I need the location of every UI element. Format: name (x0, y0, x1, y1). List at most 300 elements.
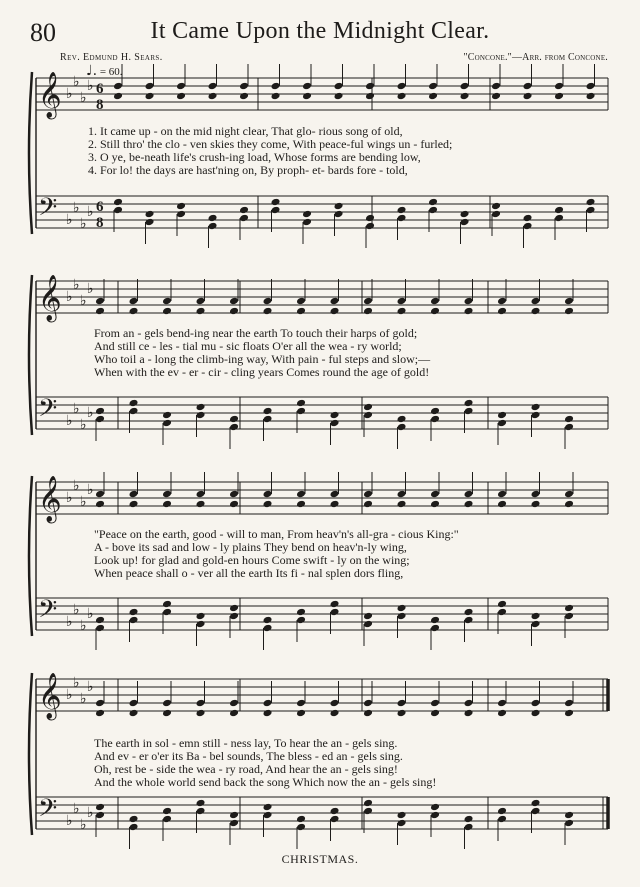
note-head (531, 709, 541, 718)
note-head (397, 604, 407, 613)
note-head (430, 616, 440, 625)
note-head (497, 419, 507, 428)
flat-sign-icon: ♭ (73, 401, 80, 417)
note-head (334, 82, 344, 91)
flat-sign-icon: ♭ (87, 482, 94, 498)
note-head (95, 407, 105, 416)
note-head (363, 612, 373, 621)
note-head (263, 616, 273, 625)
time-signature-bottom: 8 (96, 97, 104, 113)
note-head (464, 399, 474, 408)
lyric-line: 1. It came up - on the mid night clear, That glo- rious song of old, (88, 124, 403, 138)
note-head (397, 811, 407, 820)
note-head (330, 815, 340, 824)
note-head (330, 600, 340, 609)
note-head (95, 811, 105, 820)
note-head (523, 214, 533, 223)
treble-clef-icon: 𝄞 (38, 275, 62, 321)
note-head (531, 699, 541, 708)
note-head (229, 415, 239, 424)
note-head (497, 807, 507, 816)
system-brace (29, 275, 32, 435)
note-head (296, 699, 306, 708)
note-head (497, 411, 507, 420)
note-head (464, 815, 474, 824)
note-head (129, 490, 139, 499)
note-head (531, 620, 541, 629)
note-head (162, 500, 172, 509)
note-head (334, 92, 344, 101)
lyric-line: When peace shall o - ver all the earth Its fi - nal splen dors fling, (94, 566, 404, 580)
note-head (176, 82, 186, 91)
flat-sign-icon: ♭ (66, 86, 73, 102)
note-head (176, 92, 186, 101)
note-head (430, 415, 440, 424)
note-head (196, 699, 206, 708)
note-head (229, 709, 239, 718)
note-head (129, 823, 139, 832)
note-head (95, 307, 105, 316)
lyric-line: 2. Still thro' the clo - ven skies they come, With peace-ful wings un - furled; (88, 137, 453, 151)
note-head (363, 297, 373, 306)
flat-sign-icon: ♭ (73, 74, 80, 90)
flat-sign-icon: ♭ (66, 490, 73, 506)
flat-sign-icon: ♭ (66, 687, 73, 703)
lyric-line: When with the ev - er - cir - cling years Comes round the age of gold! (94, 365, 430, 379)
note-head (531, 500, 541, 509)
note-head (229, 297, 239, 306)
note-head (271, 82, 281, 91)
note-head (363, 403, 373, 412)
time-signature-bottom: 8 (96, 215, 104, 231)
note-head (176, 202, 186, 211)
note-head (464, 608, 474, 617)
note-head (363, 799, 373, 808)
bass-clef-icon: 𝄢 (38, 595, 58, 630)
time-signature-top: 6 (96, 199, 104, 215)
flat-sign-icon: ♭ (87, 606, 94, 622)
note-head (208, 92, 218, 101)
note-head (229, 819, 239, 828)
note-head (330, 608, 340, 617)
note-head (95, 500, 105, 509)
note-head (491, 210, 501, 219)
note-head (296, 709, 306, 718)
note-head (554, 214, 564, 223)
note-head (263, 811, 273, 820)
note-head (397, 82, 407, 91)
flat-sign-icon: ♭ (80, 293, 87, 309)
note-head (229, 500, 239, 509)
flat-sign-icon: ♭ (73, 200, 80, 216)
flat-sign-icon: ♭ (66, 813, 73, 829)
note-head (129, 297, 139, 306)
note-head (586, 198, 596, 207)
note-head (145, 92, 155, 101)
note-head (397, 297, 407, 306)
bass-clef-icon: 𝄢 (38, 193, 58, 228)
tempo-value: = 60. (99, 66, 123, 78)
note-head (129, 709, 139, 718)
note-head (497, 307, 507, 316)
note-head (196, 799, 206, 808)
note-head (296, 307, 306, 316)
note-head (531, 799, 541, 808)
flat-sign-icon: ♭ (87, 805, 94, 821)
note-head (95, 803, 105, 812)
note-head (430, 490, 440, 499)
lyric-line: "Peace on the earth, good - will to man, From heav'n's all-gra - cious King:" (94, 527, 459, 541)
lyric-line: Who toil a - long the climb-ing way, With pain - ful steps and slow;— (94, 352, 431, 366)
note-head (162, 307, 172, 316)
note-head (564, 297, 574, 306)
note-head (363, 709, 373, 718)
treble-clef-icon: 𝄞 (38, 72, 62, 118)
note-head (330, 699, 340, 708)
note-head (531, 807, 541, 816)
treble-clef-icon: 𝄞 (38, 476, 62, 522)
note-head (363, 307, 373, 316)
lyric-line: And still ce - les - tial mu - sic floats O'er all the wea - ry world; (94, 339, 402, 353)
note-head (491, 82, 501, 91)
note-head (497, 709, 507, 718)
note-head (229, 307, 239, 316)
note-head (464, 709, 474, 718)
note-head (302, 82, 312, 91)
note-head (129, 699, 139, 708)
note-head (162, 419, 172, 428)
note-head (162, 709, 172, 718)
note-head (239, 206, 249, 215)
dotted-quarter-note-icon: ♩. (86, 63, 98, 79)
note-head (430, 624, 440, 633)
flat-sign-icon: ♭ (66, 289, 73, 305)
note-head (428, 198, 438, 207)
note-head (296, 616, 306, 625)
note-head (229, 423, 239, 432)
note-head (330, 297, 340, 306)
note-head (363, 620, 373, 629)
note-head (296, 297, 306, 306)
note-head (460, 210, 470, 219)
note-head (271, 206, 281, 215)
note-head (430, 699, 440, 708)
flat-sign-icon: ♭ (80, 494, 87, 510)
note-head (430, 307, 440, 316)
flat-sign-icon: ♭ (80, 417, 87, 433)
flat-sign-icon: ♭ (87, 405, 94, 421)
note-head (397, 415, 407, 424)
note-head (330, 807, 340, 816)
note-head (229, 699, 239, 708)
note-head (196, 411, 206, 420)
note-head (497, 500, 507, 509)
note-head (564, 307, 574, 316)
note-head (196, 307, 206, 316)
note-head (430, 811, 440, 820)
note-head (229, 811, 239, 820)
note-head (95, 709, 105, 718)
note-head (129, 399, 139, 408)
flat-sign-icon: ♭ (80, 618, 87, 634)
note-head (363, 807, 373, 816)
note-head (95, 415, 105, 424)
note-head (196, 297, 206, 306)
note-head (208, 222, 218, 231)
hymn-title: It Came Upon the Midnight Clear. (150, 18, 490, 44)
note-head (113, 92, 123, 101)
bass-clef-icon: 𝄢 (38, 794, 58, 829)
note-head (531, 411, 541, 420)
note-head (554, 82, 564, 91)
note-head (296, 608, 306, 617)
note-head (554, 206, 564, 215)
note-head (229, 604, 239, 613)
flat-sign-icon: ♭ (66, 614, 73, 630)
note-head (564, 709, 574, 718)
note-head (397, 819, 407, 828)
note-head (296, 407, 306, 416)
flat-sign-icon: ♭ (87, 679, 94, 695)
note-head (430, 407, 440, 416)
note-head (162, 297, 172, 306)
note-head (129, 616, 139, 625)
note-head (428, 92, 438, 101)
note-head (296, 815, 306, 824)
flat-sign-icon: ♭ (87, 78, 94, 94)
note-head (196, 709, 206, 718)
note-head (263, 699, 273, 708)
note-head (430, 803, 440, 812)
note-head (95, 699, 105, 708)
note-head (330, 490, 340, 499)
lyric-line: And the whole world send back the song Which now the an - gels sing! (94, 775, 437, 789)
lyric-line: Oh, rest be - side the wea - ry road, And hear the an - gels sing! (94, 762, 398, 776)
note-head (363, 699, 373, 708)
page-number: 80 (30, 18, 56, 47)
note-head (464, 407, 474, 416)
note-head (334, 210, 344, 219)
note-head (263, 624, 273, 633)
note-head (564, 604, 574, 613)
note-head (363, 490, 373, 499)
flat-sign-icon: ♭ (73, 602, 80, 618)
note-head (263, 709, 273, 718)
note-head (497, 297, 507, 306)
note-head (113, 198, 123, 207)
note-head (586, 82, 596, 91)
note-head (365, 82, 375, 91)
note-head (263, 407, 273, 416)
note-head (365, 92, 375, 101)
note-head (334, 202, 344, 211)
note-head (564, 423, 574, 432)
note-head (586, 206, 596, 215)
note-head (491, 92, 501, 101)
flat-sign-icon: ♭ (66, 212, 73, 228)
note-head (95, 490, 105, 499)
system-brace (29, 476, 32, 636)
note-head (95, 624, 105, 633)
note-head (302, 218, 312, 227)
author-credit: Rev. Edmund H. Sears. (60, 52, 163, 63)
note-head (95, 297, 105, 306)
note-head (239, 214, 249, 223)
note-head (397, 307, 407, 316)
note-head (397, 699, 407, 708)
note-head (365, 214, 375, 223)
note-head (196, 612, 206, 621)
tune-credit: "Concone."—Arr. from Concone. (463, 52, 608, 63)
note-head (208, 214, 218, 223)
note-head (586, 92, 596, 101)
note-head (365, 222, 375, 231)
system-brace (29, 673, 32, 835)
flat-sign-icon: ♭ (87, 204, 94, 220)
note-head (363, 500, 373, 509)
note-head (330, 411, 340, 420)
note-head (554, 92, 564, 101)
lyric-line: From an - gels bend-ing near the earth To touch their harps of gold; (94, 326, 418, 340)
note-head (430, 709, 440, 718)
note-head (497, 600, 507, 609)
note-head (564, 612, 574, 621)
note-head (464, 823, 474, 832)
note-head (564, 699, 574, 708)
note-head (263, 490, 273, 499)
note-head (162, 490, 172, 499)
note-head (497, 490, 507, 499)
note-head (129, 815, 139, 824)
note-head (397, 709, 407, 718)
note-head (296, 823, 306, 832)
note-head (229, 612, 239, 621)
note-head (523, 82, 533, 91)
note-head (196, 807, 206, 816)
note-head (129, 608, 139, 617)
flat-sign-icon: ♭ (73, 277, 80, 293)
note-head (497, 699, 507, 708)
note-head (564, 500, 574, 509)
note-head (491, 202, 501, 211)
note-head (196, 403, 206, 412)
note-head (564, 819, 574, 828)
lyric-line: A - bove its sad and low - ly plains They bend on heav'n-ly wing, (94, 540, 407, 554)
note-head (196, 500, 206, 509)
note-head (464, 490, 474, 499)
note-head (263, 297, 273, 306)
note-head (330, 500, 340, 509)
note-head (145, 210, 155, 219)
note-head (162, 699, 172, 708)
note-head (460, 82, 470, 91)
note-head (162, 807, 172, 816)
flat-sign-icon: ♭ (80, 817, 87, 833)
note-head (523, 222, 533, 231)
note-head (271, 198, 281, 207)
note-head (460, 218, 470, 227)
note-head (263, 803, 273, 812)
note-head (263, 307, 273, 316)
lyric-line: 4. For lo! the days are hast'ning on, By proph- et- bards fore - told, (88, 163, 408, 177)
note-head (531, 403, 541, 412)
bass-clef-icon: 𝄢 (38, 394, 58, 429)
note-head (430, 297, 440, 306)
note-head (464, 699, 474, 708)
note-head (497, 608, 507, 617)
note-head (531, 297, 541, 306)
note-head (196, 620, 206, 629)
note-head (95, 616, 105, 625)
lyric-line: And ev - er o'er its Ba - bel sounds, The bless - ed an - gels sing. (94, 749, 403, 763)
note-head (145, 218, 155, 227)
note-head (145, 82, 155, 91)
note-head (564, 811, 574, 820)
note-head (397, 423, 407, 432)
note-head (239, 82, 249, 91)
note-head (162, 411, 172, 420)
lyric-line: 3. O ye, be-neath life's crush-ing load, Whose forms are bending low, (88, 150, 421, 164)
note-head (302, 92, 312, 101)
note-head (397, 612, 407, 621)
lyric-line: The earth in sol - emn still - ness lay, To hear the an - gels sing. (94, 736, 398, 750)
flat-sign-icon: ♭ (73, 478, 80, 494)
note-head (531, 490, 541, 499)
note-head (330, 307, 340, 316)
flat-sign-icon: ♭ (80, 216, 87, 232)
note-head (397, 92, 407, 101)
note-head (162, 815, 172, 824)
note-head (397, 206, 407, 215)
flat-sign-icon: ♭ (73, 675, 80, 691)
note-head (239, 92, 249, 101)
note-head (523, 92, 533, 101)
treble-clef-icon: 𝄞 (38, 673, 62, 719)
note-head (302, 210, 312, 219)
note-head (176, 210, 186, 219)
note-head (162, 600, 172, 609)
note-head (330, 709, 340, 718)
note-head (397, 490, 407, 499)
note-head (196, 490, 206, 499)
note-head (296, 399, 306, 408)
note-head (363, 411, 373, 420)
note-head (397, 500, 407, 509)
note-head (464, 297, 474, 306)
note-head (497, 815, 507, 824)
note-head (460, 92, 470, 101)
flat-sign-icon: ♭ (73, 801, 80, 817)
flat-sign-icon: ♭ (80, 691, 87, 707)
note-head (464, 616, 474, 625)
note-head (229, 490, 239, 499)
note-head (464, 307, 474, 316)
note-head (129, 307, 139, 316)
note-head (263, 415, 273, 424)
note-head (397, 214, 407, 223)
system-brace (29, 72, 32, 234)
flat-sign-icon: ♭ (80, 90, 87, 106)
note-head (113, 206, 123, 215)
note-head (129, 500, 139, 509)
lyric-line: Look up! for glad and gold-en hours Come swift - ly on the wing; (94, 553, 410, 567)
note-head (430, 500, 440, 509)
note-head (464, 500, 474, 509)
note-head (428, 206, 438, 215)
note-head (271, 92, 281, 101)
note-head (296, 490, 306, 499)
note-head (129, 407, 139, 416)
